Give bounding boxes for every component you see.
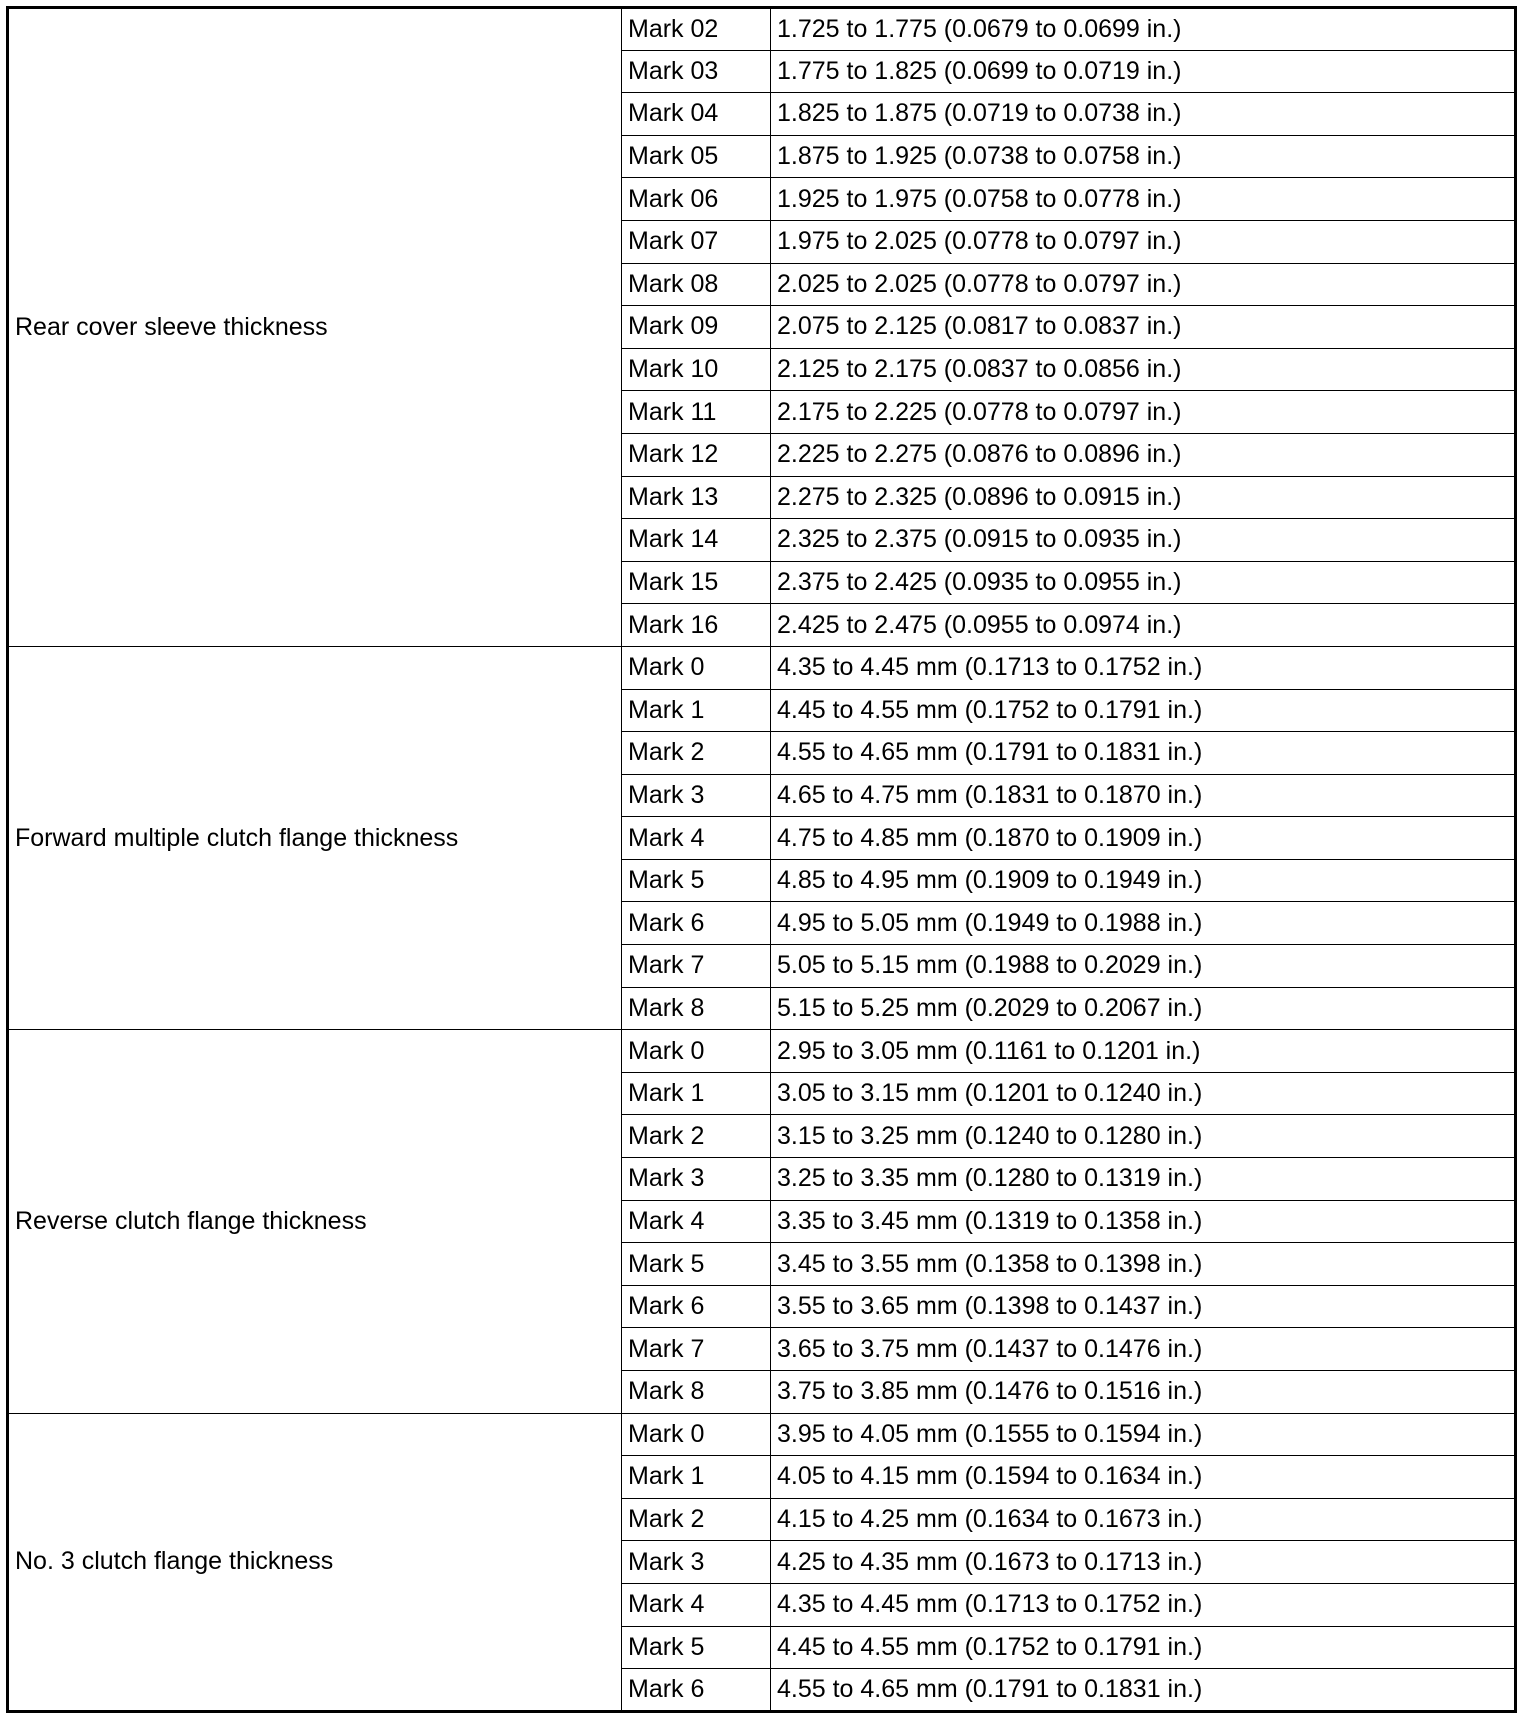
spec-table-body <box>8 8 1516 1712</box>
spec-cell: 2.425 to 2.475 (0.0955 to 0.0974 in.) <box>771 604 1516 647</box>
mark-cell: Mark 06 <box>622 178 771 221</box>
spec-cell: 2.125 to 2.175 (0.0837 to 0.0856 in.) <box>771 348 1516 391</box>
spec-cell: 1.925 to 1.975 (0.0758 to 0.0778 in.) <box>771 178 1516 221</box>
spec-cell: 4.05 to 4.15 mm (0.1594 to 0.1634 in.) <box>771 1456 1516 1499</box>
mark-cell: Mark 07 <box>622 220 771 263</box>
spec-cell: 4.65 to 4.75 mm (0.1831 to 0.1870 in.) <box>771 774 1516 817</box>
mark-cell: Mark 5 <box>622 859 771 902</box>
table-row <box>8 646 1516 689</box>
mark-cell: Mark 6 <box>622 902 771 945</box>
mark-cell: Mark 13 <box>622 476 771 519</box>
mark-cell: Mark 05 <box>622 135 771 178</box>
spec-cell: 1.725 to 1.775 (0.0679 to 0.0699 in.) <box>771 8 1516 51</box>
mark-cell: Mark 2 <box>622 1115 771 1158</box>
spec-cell: 2.325 to 2.375 (0.0915 to 0.0935 in.) <box>771 519 1516 562</box>
mark-cell: Mark 3 <box>622 774 771 817</box>
spec-cell: 2.225 to 2.275 (0.0876 to 0.0896 in.) <box>771 433 1516 476</box>
mark-cell: Mark 0 <box>622 1413 771 1456</box>
item-cell: Forward multiple clutch flange thickness <box>8 646 622 1029</box>
spec-cell: 2.95 to 3.05 mm (0.1161 to 0.1201 in.) <box>771 1030 1516 1073</box>
spec-cell: 4.15 to 4.25 mm (0.1634 to 0.1673 in.) <box>771 1498 1516 1541</box>
item-cell: No. 3 clutch flange thickness <box>8 1413 622 1711</box>
spec-cell: 2.175 to 2.225 (0.0778 to 0.0797 in.) <box>771 391 1516 434</box>
mark-cell: Mark 8 <box>622 1371 771 1414</box>
mark-cell: Mark 2 <box>622 732 771 775</box>
table-row <box>8 1413 1516 1456</box>
spec-cell: 1.975 to 2.025 (0.0778 to 0.0797 in.) <box>771 220 1516 263</box>
mark-cell: Mark 11 <box>622 391 771 434</box>
mark-cell: Mark 10 <box>622 348 771 391</box>
spec-cell: 1.825 to 1.875 (0.0719 to 0.0738 in.) <box>771 93 1516 136</box>
spec-cell: 1.775 to 1.825 (0.0699 to 0.0719 in.) <box>771 50 1516 93</box>
mark-cell: Mark 03 <box>622 50 771 93</box>
mark-cell: Mark 4 <box>622 1583 771 1626</box>
spec-cell: 2.375 to 2.425 (0.0935 to 0.0955 in.) <box>771 561 1516 604</box>
spec-cell: 3.35 to 3.45 mm (0.1319 to 0.1358 in.) <box>771 1200 1516 1243</box>
spec-cell: 2.025 to 2.025 (0.0778 to 0.0797 in.) <box>771 263 1516 306</box>
item-cell: Reverse clutch flange thickness <box>8 1030 622 1413</box>
mark-cell: Mark 16 <box>622 604 771 647</box>
spec-cell: 5.05 to 5.15 mm (0.1988 to 0.2029 in.) <box>771 945 1516 988</box>
mark-cell: Mark 1 <box>622 1456 771 1499</box>
mark-cell: Mark 5 <box>622 1626 771 1669</box>
spec-cell: 4.85 to 4.95 mm (0.1909 to 0.1949 in.) <box>771 859 1516 902</box>
item-cell: Rear cover sleeve thickness <box>8 8 622 647</box>
mark-cell: Mark 15 <box>622 561 771 604</box>
spec-cell: 1.875 to 1.925 (0.0738 to 0.0758 in.) <box>771 135 1516 178</box>
spec-cell: 4.35 to 4.45 mm (0.1713 to 0.1752 in.) <box>771 646 1516 689</box>
mark-cell: Mark 2 <box>622 1498 771 1541</box>
spec-cell: 3.05 to 3.15 mm (0.1201 to 0.1240 in.) <box>771 1072 1516 1115</box>
table-row <box>8 1030 1516 1073</box>
spec-cell: 4.95 to 5.05 mm (0.1949 to 0.1988 in.) <box>771 902 1516 945</box>
spec-cell: 3.95 to 4.05 mm (0.1555 to 0.1594 in.) <box>771 1413 1516 1456</box>
mark-cell: Mark 7 <box>622 1328 771 1371</box>
mark-cell: Mark 09 <box>622 306 771 349</box>
mark-cell: Mark 1 <box>622 1072 771 1115</box>
mark-cell: Mark 7 <box>622 945 771 988</box>
spec-cell: 2.075 to 2.125 (0.0817 to 0.0837 in.) <box>771 306 1516 349</box>
spec-cell: 3.55 to 3.65 mm (0.1398 to 0.1437 in.) <box>771 1285 1516 1328</box>
spec-cell: 4.45 to 4.55 mm (0.1752 to 0.1791 in.) <box>771 689 1516 732</box>
spec-cell: 4.75 to 4.85 mm (0.1870 to 0.1909 in.) <box>771 817 1516 860</box>
spec-cell: 4.45 to 4.55 mm (0.1752 to 0.1791 in.) <box>771 1626 1516 1669</box>
mark-cell: Mark 3 <box>622 1541 771 1584</box>
spec-cell: 4.55 to 4.65 mm (0.1791 to 0.1831 in.) <box>771 732 1516 775</box>
spec-cell: 3.15 to 3.25 mm (0.1240 to 0.1280 in.) <box>771 1115 1516 1158</box>
spec-cell: 3.45 to 3.55 mm (0.1358 to 0.1398 in.) <box>771 1243 1516 1286</box>
spec-cell: 3.25 to 3.35 mm (0.1280 to 0.1319 in.) <box>771 1158 1516 1201</box>
mark-cell: Mark 14 <box>622 519 771 562</box>
mark-cell: Mark 08 <box>622 263 771 306</box>
spec-cell: 2.275 to 2.325 (0.0896 to 0.0915 in.) <box>771 476 1516 519</box>
mark-cell: Mark 4 <box>622 817 771 860</box>
mark-cell: Mark 8 <box>622 987 771 1030</box>
mark-cell: Mark 6 <box>622 1285 771 1328</box>
mark-cell: Mark 12 <box>622 433 771 476</box>
mark-cell: Mark 0 <box>622 1030 771 1073</box>
mark-cell: Mark 6 <box>622 1669 771 1712</box>
spec-cell: 3.65 to 3.75 mm (0.1437 to 0.1476 in.) <box>771 1328 1516 1371</box>
spec-cell: 4.55 to 4.65 mm (0.1791 to 0.1831 in.) <box>771 1669 1516 1712</box>
spec-cell: 3.75 to 3.85 mm (0.1476 to 0.1516 in.) <box>771 1371 1516 1414</box>
mark-cell: Mark 02 <box>622 8 771 51</box>
mark-cell: Mark 1 <box>622 689 771 732</box>
table-row <box>8 8 1516 51</box>
spec-cell: 4.25 to 4.35 mm (0.1673 to 0.1713 in.) <box>771 1541 1516 1584</box>
mark-cell: Mark 5 <box>622 1243 771 1286</box>
spec-table <box>6 6 1517 1713</box>
mark-cell: Mark 0 <box>622 646 771 689</box>
mark-cell: Mark 3 <box>622 1158 771 1201</box>
spec-cell: 4.35 to 4.45 mm (0.1713 to 0.1752 in.) <box>771 1583 1516 1626</box>
spec-cell: 5.15 to 5.25 mm (0.2029 to 0.2067 in.) <box>771 987 1516 1030</box>
mark-cell: Mark 04 <box>622 93 771 136</box>
mark-cell: Mark 4 <box>622 1200 771 1243</box>
